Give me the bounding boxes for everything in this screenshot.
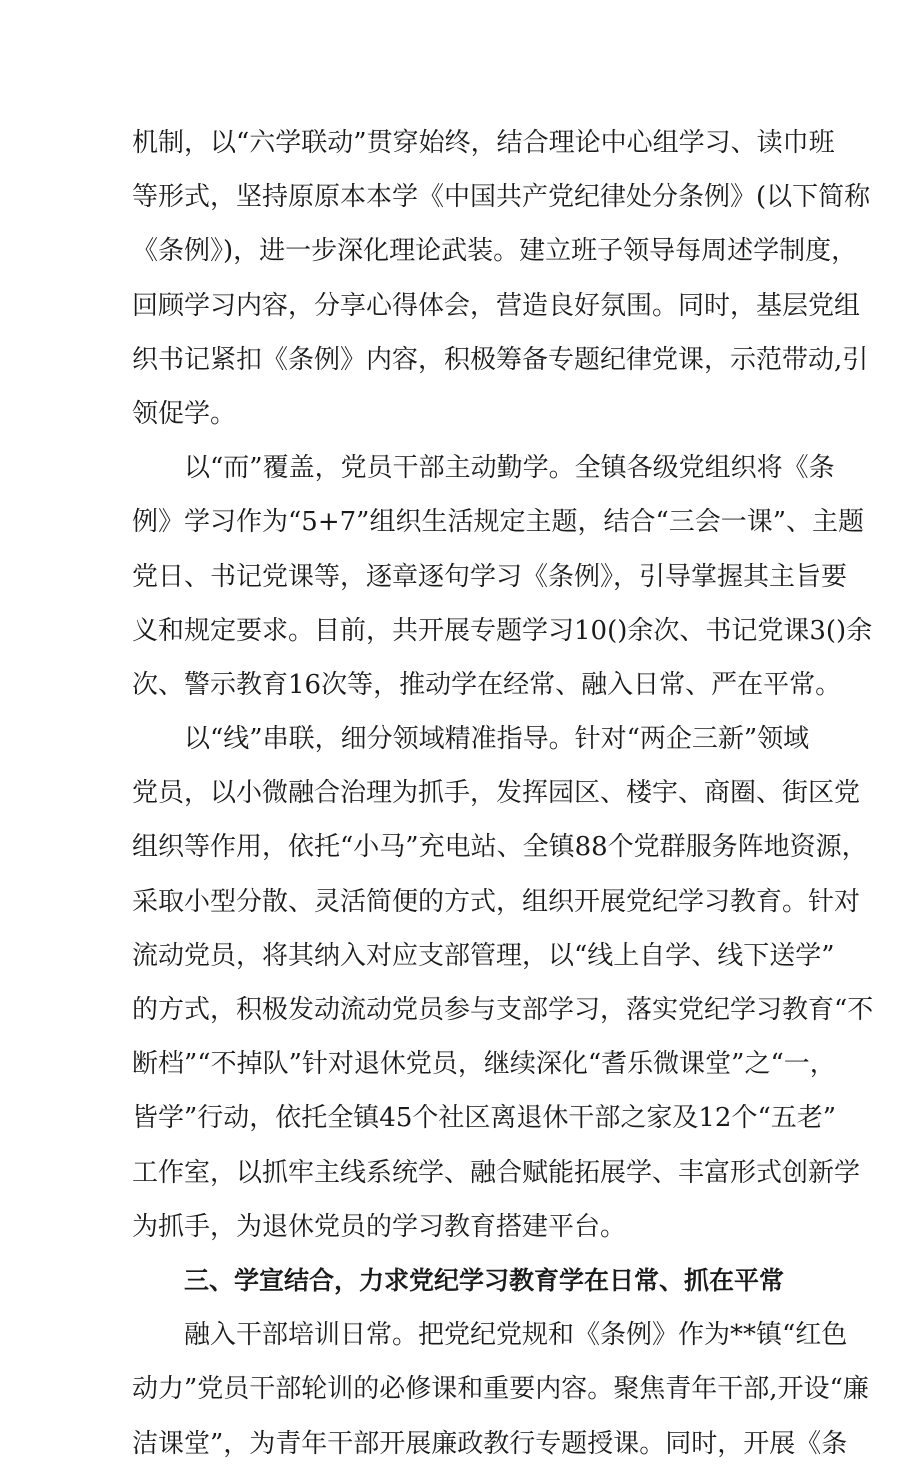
text-line: 皆学”行动，依托全镇45个社区离退休干部之家及12个“五老”: [132, 1103, 837, 1134]
text-line: 断档”“不掉队”针对退休党员，继续深化“耆乐微课堂”之“一，: [132, 1049, 836, 1080]
text-line: 回顾学习内容，分享心得体会，营造良好氛围。同时，基层党组: [132, 290, 861, 321]
paragraph-2: [132, 441, 873, 712]
section-heading: 三、学宣结合，力求党纪学习教育学在日常、抓在平常: [184, 1265, 785, 1295]
text-line: 次、警示教育16次等，推动学在经常、融入日常、严在平常。: [132, 669, 842, 700]
text-line: 例》学习作为“5+7”组织生活规定主题，结合“三会一课”、主题: [132, 507, 865, 538]
document-body: [132, 116, 874, 1471]
text-line: 采取小型分散、灵活简便的方式，组织开展党纪学习教育。针对: [132, 886, 861, 917]
text-line: 等形式，坚持原原本本学《中国共产党纪律处分条例》(以下简称: [132, 182, 871, 213]
text-line: 动力”党员干部轮训的必修课和重要内容。聚焦青年干部,开设“廉: [132, 1374, 869, 1405]
text-line: 织书记紧扣《条例》内容，积极筹备专题纪律党课，示范带动,引: [132, 344, 869, 375]
text-line: 洁课堂”，为青年干部开展廉政教行专题授课。同时，开展《条: [132, 1428, 848, 1459]
text-line: 以“而”覆盖，党员干部主动勤学。全镇各级党组织将《条: [184, 453, 835, 484]
text-line: 党员，以小微融合治理为抓手，发挥园区、楼宇、商圈、街区党: [132, 778, 861, 809]
text-line: 以“线”串联，细分领域精准指导。针对“两企三新”领域: [184, 724, 810, 755]
text-line: 流动党员，将其纳入对应支部管理，以“线上自学、线下送学”: [132, 940, 835, 971]
text-line: 机制，以“六学联动”贯穿始终，结合理论中心组学习、读巾班: [132, 128, 835, 158]
text-line: 党日、书记党课等，逐章逐句学习《条例》，引导掌握其主旨要: [132, 561, 848, 592]
text-line: 为抓手，为退休党员的学习教育搭建平台。: [132, 1211, 627, 1242]
text-line: 融入干部培训日常。把党纪党规和《条例》作为**镇“红色: [184, 1320, 848, 1351]
text-line: 义和规定要求。目前，共开展专题学习10()余次、书记党课3()余: [132, 615, 873, 646]
text-line: 《条例》)，进一步深化理论武装。建立班子领导每周述学制度，: [132, 236, 858, 267]
paragraph-1: [132, 116, 871, 441]
text-line: 领促学。: [132, 398, 237, 429]
text-line: 的方式，积极发动流动党员参与支部学习，落实党纪学习教育“不: [132, 995, 874, 1025]
text-line: 组织等作用，依托“小马”充电站、全镇88个党群服务阵地资源，: [132, 832, 868, 863]
paragraph-4: [132, 1308, 869, 1471]
text-line: 工作室，以抓牢主线系统学、融合赋能拓展学、丰富形式创新学: [132, 1157, 861, 1188]
paragraph-3: [132, 712, 874, 1254]
